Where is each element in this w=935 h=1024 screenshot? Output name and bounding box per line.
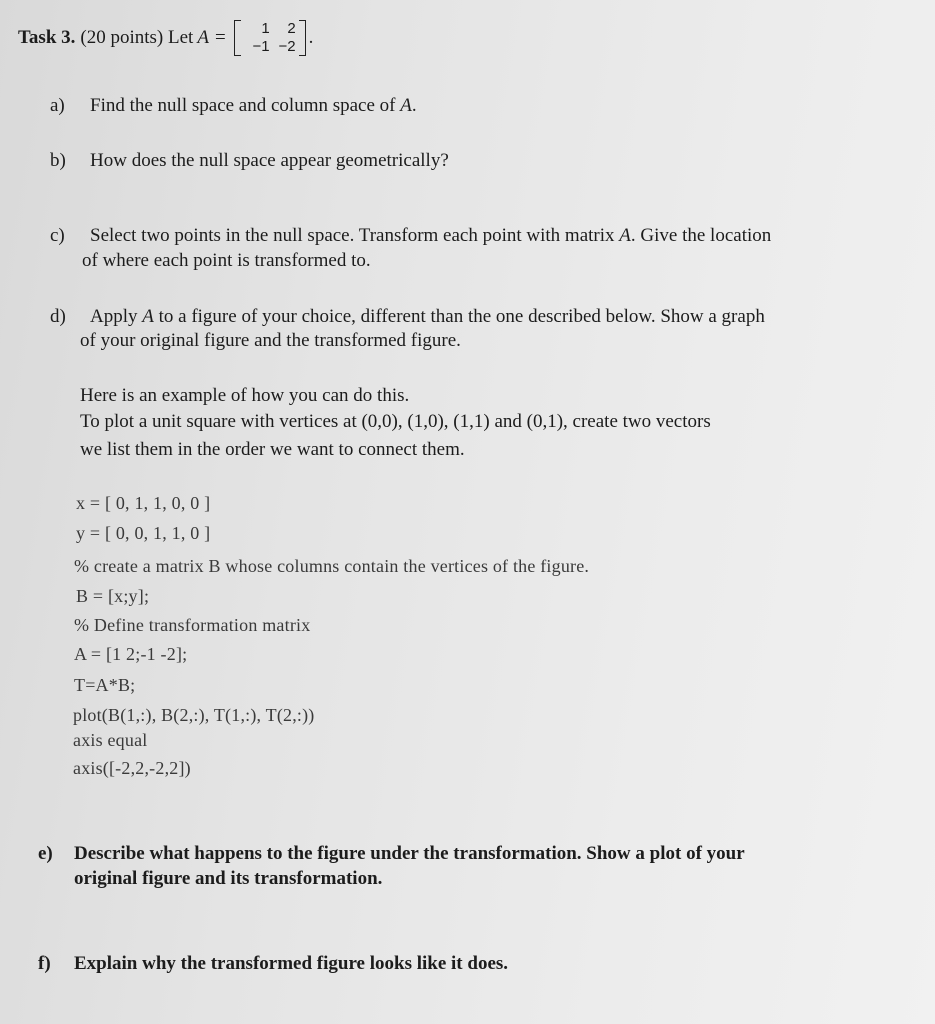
part-f-text: Explain why the transformed figure looks like it does. [74, 953, 509, 974]
code-line: axis([-2,2,-2,2]) [73, 758, 191, 778]
part-d [50, 306, 765, 328]
part-e [38, 843, 745, 865]
part-d-text-post: to a figure of your choice, different than the one described below. Show a graph [153, 306, 765, 327]
equals-sign: = [214, 27, 226, 48]
part-d-line2: of your original figure and the transformed figure. [80, 330, 461, 351]
part-c-text-pre: Select two points in the null space. Transform each point with matrix [90, 225, 620, 246]
part-b-text: How does the null space appear geometrically? [90, 150, 449, 171]
part-f [38, 953, 508, 975]
task-points: (20 points) Let [80, 27, 194, 48]
part-e-text: Describe what happens to the figure under the transformation. Show a plot of your [74, 843, 745, 864]
part-a-label: a) [50, 95, 65, 116]
code-line: T=A*B; [74, 675, 136, 695]
matrix-entries [241, 20, 299, 56]
code-comment: % create a matrix B whose columns contain the vertices of the figure. [74, 556, 590, 576]
code-comment: % Define transformation matrix [74, 615, 311, 635]
title-period: . [308, 27, 314, 48]
part-a-var: A [400, 95, 412, 116]
part-c-var: A [619, 225, 631, 246]
part-b [50, 150, 449, 172]
part-c-text-post: . Give the location [630, 225, 772, 246]
matrix-entry: 2 [287, 20, 296, 37]
part-a-end: . [411, 95, 417, 116]
matrix-entry: 1 [261, 20, 270, 37]
matrix-entry: −2 [278, 38, 296, 55]
part-c-label: c) [50, 225, 65, 246]
code-line: A = [1 2;-1 -2]; [74, 644, 188, 664]
code-line: axis equal [73, 730, 148, 750]
part-a [50, 95, 417, 117]
part-d-text-pre: Apply [90, 306, 143, 327]
part-c [50, 225, 771, 247]
example-line-3: we list them in the order we want to connect them. [80, 439, 465, 460]
part-d-label: d) [50, 306, 66, 327]
matrix-a [234, 20, 306, 56]
matrix-entry: −1 [252, 38, 270, 55]
code-line: plot(B(1,:), B(2,:), T(1,:), T(2,:)) [73, 705, 315, 725]
task-title [18, 20, 313, 56]
matrix-variable: A [197, 27, 209, 48]
code-line: B = [x;y]; [76, 586, 150, 606]
code-line: x = [ 0, 1, 1, 0, 0 ] [76, 493, 211, 513]
part-e-label: e) [38, 843, 53, 864]
right-bracket [299, 20, 306, 56]
part-a-text: Find the null space and column space of [90, 95, 401, 116]
code-line: y = [ 0, 0, 1, 1, 0 ] [76, 523, 211, 543]
part-b-label: b) [50, 150, 66, 171]
task-number: Task 3. [18, 27, 76, 48]
example-line-1: Here is an example of how you can do this. [80, 385, 410, 406]
left-bracket [234, 20, 241, 56]
part-e-line2: original figure and its transformation. [74, 868, 383, 889]
part-c-line2: of where each point is transformed to. [82, 250, 371, 271]
part-f-label: f) [38, 953, 51, 974]
example-line-2: To plot a unit square with vertices at (0,0), (1,0), (1,1) and (0,1), create two vectors [80, 411, 711, 432]
part-d-var: A [142, 306, 154, 327]
